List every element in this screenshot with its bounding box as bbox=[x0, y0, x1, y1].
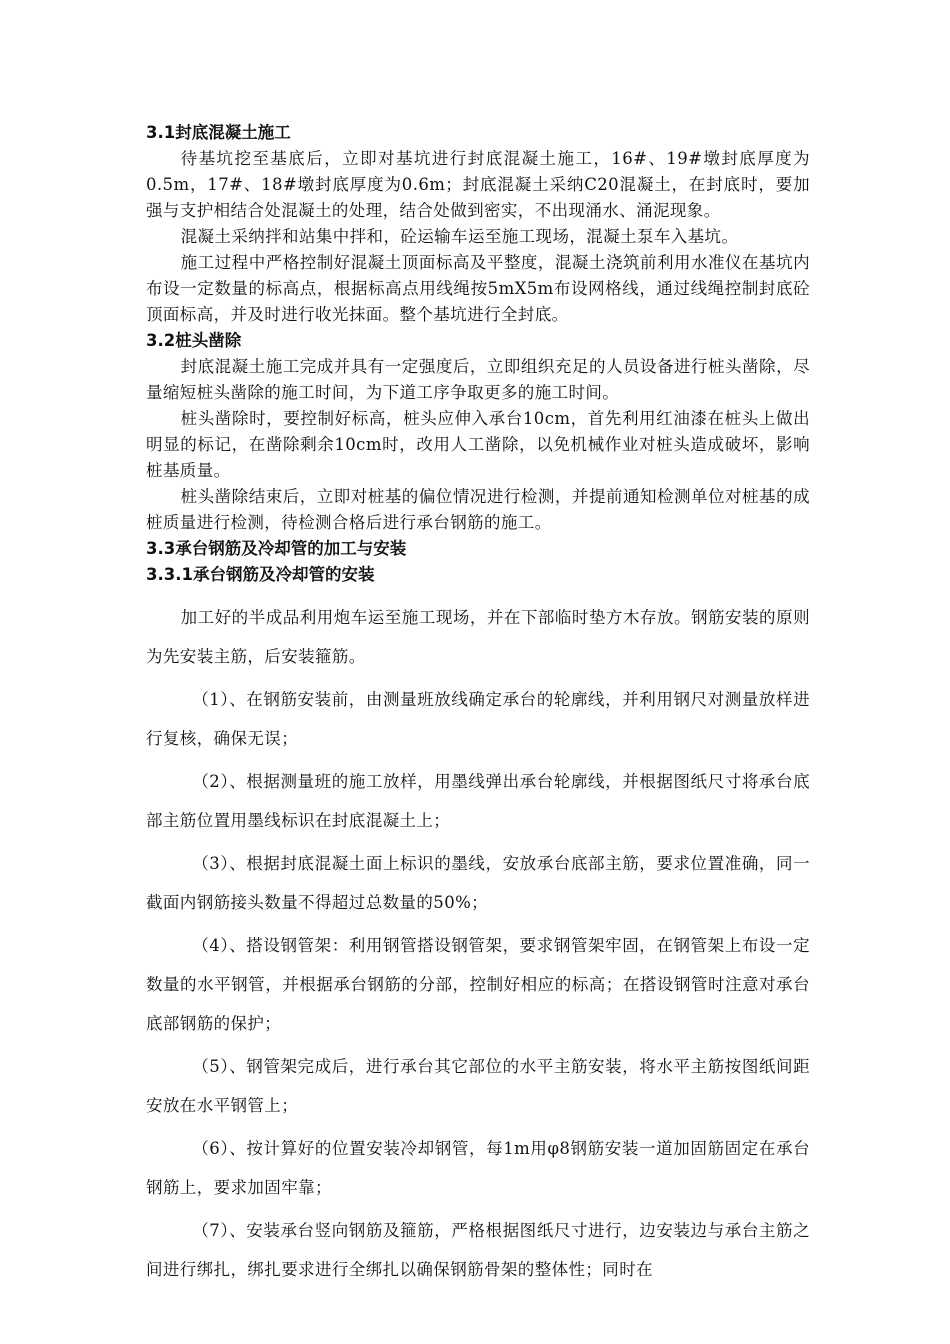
section-heading-3-3: 3.3承台钢筋及冷却管的加工与安装 bbox=[146, 539, 407, 558]
list-item: （2）、根据测量班的施工放样，用墨线弹出承台轮廓线，并根据图纸尺寸将承台底部主筋位置用墨线标识在封底混凝土上； bbox=[146, 772, 810, 830]
section-heading-3-2: 3.2桩头凿除 bbox=[146, 331, 242, 350]
section-heading-3-1: 3.1封底混凝土施工 bbox=[146, 123, 291, 142]
paragraph: 桩头凿除结束后，立即对桩基的偏位情况进行检测，并提前通知检测单位对桩基的成桩质量进行检测，待检测合格后进行承台钢筋的施工。 bbox=[146, 487, 810, 532]
list-item: （7）、安装承台竖向钢筋及箍筋，严格根据图纸尺寸进行，边安装边与承台主筋之间进行绑扎，绑扎要求进行全绑扎以确保钢筋骨架的整体性；同时在 bbox=[146, 1221, 810, 1279]
paragraph: 封底混凝土施工完成并具有一定强度后，立即组织充足的人员设备进行桩头凿除，尽量缩短桩头凿除的施工时间，为下道工序争取更多的施工时间。 bbox=[146, 357, 810, 402]
paragraph: 待基坑挖至基底后，立即对基坑进行封底混凝土施工，16#、19#墩封底厚度为0.5m，17#、18#墩封底厚度为0.6m；封底混凝土采纳C20混凝土，在封底时，要加强与支护相结合处混凝土的处理，结合处做到密实，不出现涌水、涌泥现象。 bbox=[146, 149, 810, 220]
paragraph: 加工好的半成品利用炮车运至施工现场，并在下部临时垫方木存放。钢筋安装的原则为先安装主筋，后安装箍筋。 bbox=[146, 608, 810, 666]
section-heading-3-3-1: 3.3.1承台钢筋及冷却管的安装 bbox=[146, 565, 375, 584]
list-item: （5）、钢管架完成后，进行承台其它部位的水平主筋安装，将水平主筋按图纸间距安放在水平钢管上； bbox=[146, 1057, 810, 1115]
document-body bbox=[146, 120, 810, 1289]
paragraph: 桩头凿除时，要控制好标高，桩头应伸入承台10cm，首先利用红油漆在桩头上做出明显的标记，在凿除剩余10cm时，改用人工凿除，以免机械作业对桩头造成破坏，影响桩基质量。 bbox=[146, 409, 810, 480]
list-item: （3）、根据封底混凝土面上标识的墨线，安放承台底部主筋，要求位置准确，同一截面内钢筋接头数量不得超过总数量的50%； bbox=[146, 854, 810, 912]
paragraph: 混凝土采纳拌和站集中拌和，砼运输车运至施工现场，混凝土泵车入基坑。 bbox=[180, 227, 739, 246]
list-item: （6）、按计算好的位置安装冷却钢管，每1m用φ8钢筋安装一道加固筋固定在承台钢筋上，要求加固牢靠； bbox=[146, 1139, 810, 1197]
paragraph: 施工过程中严格控制好混凝土顶面标高及平整度，混凝土浇筑前利用水准仪在基坑内布设一定数量的标高点，根据标高点用线绳按5mX5m布设网格线，通过线绳控制封底砼顶面标高，并及时进行收光抹面。整个基坑进行全封底。 bbox=[146, 253, 810, 324]
list-item: （4）、搭设钢管架：利用钢管搭设钢管架，要求钢管架牢固，在钢管架上布设一定数量的水平钢管，并根据承台钢筋的分部，控制好相应的标高；在搭设钢管时注意对承台底部钢筋的保护； bbox=[146, 936, 810, 1033]
list-item: （1）、在钢筋安装前，由测量班放线确定承台的轮廓线，并利用钢尺对测量放样进行复核，确保无误； bbox=[146, 690, 810, 748]
